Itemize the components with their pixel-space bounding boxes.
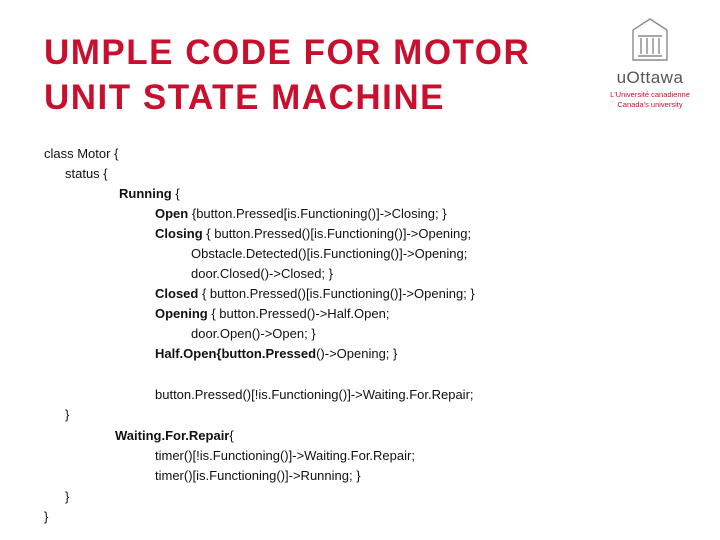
code-text: { button.Pressed()[is.Functioning()]->Opening; [202, 226, 472, 241]
slide-title-line-2: UNIT STATE MACHINE [44, 78, 445, 117]
code-line-6: Obstacle.Detected()[is.Functioning()]->Opening; [191, 246, 468, 261]
code-keyword: Opening [155, 306, 208, 321]
code-keyword: Waiting.For.Repair [115, 428, 230, 443]
code-text: { button.Pressed()[is.Functioning()]->Opening; } [198, 286, 475, 301]
code-keyword: Closed [155, 286, 199, 301]
code-line-3 [119, 186, 180, 202]
code-line-10: door.Open()->Open; } [191, 326, 316, 341]
code-keyword: Running [119, 186, 172, 201]
code-line-12: button.Pressed()[!is.Functioning()]->Waiting.For.Repair; [155, 387, 474, 402]
code-line-14 [115, 428, 234, 444]
code-line-16: timer()[is.Functioning()]->Running; } [155, 468, 361, 483]
code-line-7: door.Closed()->Closed; } [191, 266, 333, 281]
code-line-1: class Motor { [44, 146, 119, 161]
code-text: { [171, 186, 180, 201]
logo-tagline-english: Canada's university [617, 100, 683, 109]
code-text: {button.Pressed[is.Functioning()]->Closing; } [188, 206, 447, 221]
code-line-9 [155, 306, 389, 322]
code-text: { [229, 428, 234, 443]
code-line-5 [155, 226, 471, 242]
code-line-2: status { [65, 166, 108, 181]
code-line-4 [155, 206, 447, 222]
code-text: ()->Opening; } [316, 346, 398, 361]
code-line-17: } [65, 489, 70, 504]
code-keyword: Closing [155, 226, 203, 241]
code-text: { button.Pressed()->Half.Open; [207, 306, 390, 321]
logo-tagline-french: L'Université canadienne [610, 90, 690, 99]
slide-title-line-1: UMPLE CODE FOR MOTOR [44, 33, 531, 72]
code-keyword: Half.Open{button.Pressed [155, 346, 317, 361]
code-keyword: Open [155, 206, 189, 221]
code-line-13: } [65, 407, 70, 422]
logo-wordmark: uOttawa [616, 68, 684, 87]
code-line-8 [155, 286, 475, 302]
code-line-18: } [44, 509, 49, 524]
code-line-11 [155, 346, 397, 362]
code-line-15: timer()[!is.Functioning()]->Waiting.For.Repair; [155, 448, 415, 463]
